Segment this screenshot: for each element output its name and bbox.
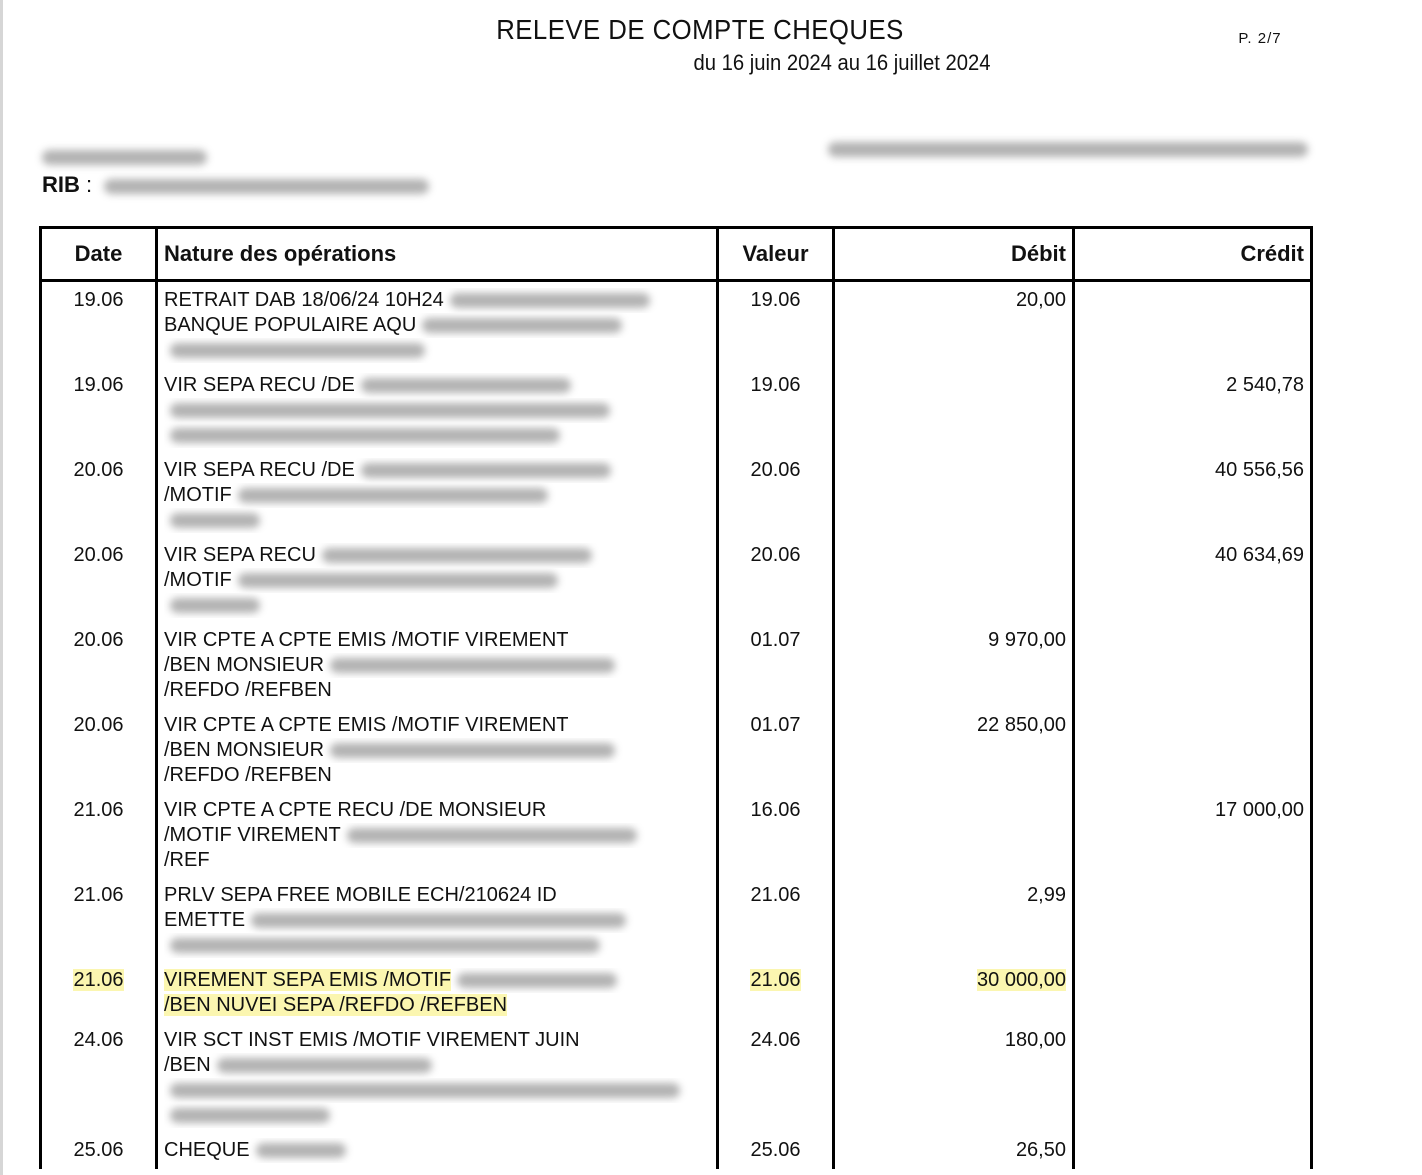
row-credit: 17 000,00 — [1074, 794, 1312, 879]
operation-text: /REF — [164, 849, 210, 871]
row-credit: 40 556,56 — [1074, 454, 1312, 539]
redacted-text — [170, 343, 425, 358]
redacted-text — [361, 463, 611, 478]
operation-line — [164, 483, 710, 508]
row-date: 21.06 — [41, 794, 157, 879]
redacted-holder-name — [828, 142, 1308, 157]
operation-line — [164, 543, 710, 568]
row-date: 19.06 — [41, 369, 157, 454]
row-debit: 26,50 — [834, 1134, 1074, 1169]
operation-text: /MOTIF — [164, 569, 232, 591]
table-row — [41, 1134, 1312, 1169]
row-credit — [1074, 709, 1312, 794]
row-date: 20.06 — [41, 454, 157, 539]
row-nature — [157, 539, 718, 624]
operation-text: CHEQUE — [164, 1139, 250, 1161]
redacted-text — [238, 573, 558, 588]
row-date: 19.06 — [41, 281, 157, 370]
row-valeur: 01.07 — [718, 624, 834, 709]
row-date: 24.06 — [41, 1024, 157, 1134]
row-debit: 180,00 — [834, 1024, 1074, 1134]
operation-text: /BEN MONSIEUR — [164, 654, 325, 676]
operation-line — [164, 628, 710, 653]
redacted-text — [170, 428, 560, 443]
row-credit — [1074, 624, 1312, 709]
operation-text: /BEN NUVEI SEPA /REFDO /REFBEN — [164, 994, 508, 1016]
operation-line — [164, 848, 710, 873]
row-date: 25.06 — [41, 1134, 157, 1169]
row-nature — [157, 1134, 718, 1169]
statement-title: RELEVE DE COMPTE CHEQUES — [496, 14, 904, 45]
redacted-text — [217, 1058, 432, 1073]
header-debit: Débit — [834, 228, 1074, 281]
row-valeur: 21.06 — [718, 964, 834, 1024]
operation-line — [164, 933, 710, 958]
table-header-row — [41, 228, 1312, 281]
operation-line — [164, 423, 710, 448]
row-nature — [157, 454, 718, 539]
redacted-text — [322, 548, 592, 563]
operation-text: VIR SCT INST EMIS /MOTIF VIREMENT JUIN — [164, 1029, 580, 1051]
row-credit — [1074, 964, 1312, 1024]
redacted-text — [170, 598, 260, 613]
operation-line — [164, 568, 710, 593]
row-nature — [157, 879, 718, 964]
redacted-city — [42, 150, 207, 165]
row-debit: 30 000,00 — [834, 964, 1074, 1024]
operation-line — [164, 653, 710, 678]
row-credit — [1074, 879, 1312, 964]
row-date: 21.06 — [41, 964, 157, 1024]
operation-line — [164, 968, 710, 993]
table-row — [41, 964, 1312, 1024]
rib-line — [42, 172, 429, 198]
rib-separator: : — [86, 172, 93, 197]
operation-line — [164, 508, 710, 533]
operation-line — [164, 713, 710, 738]
redacted-text — [170, 1108, 330, 1123]
row-valeur: 01.07 — [718, 709, 834, 794]
operation-line — [164, 593, 710, 618]
operation-text: VIR SEPA RECU /DE — [164, 374, 355, 396]
row-debit: 9 970,00 — [834, 624, 1074, 709]
redacted-text — [422, 318, 622, 333]
table-row — [41, 281, 1312, 370]
operation-line — [164, 823, 710, 848]
redacted-text — [450, 293, 650, 308]
row-debit: 2,99 — [834, 879, 1074, 964]
operation-text: RETRAIT DAB 18/06/24 10H24 — [164, 289, 444, 311]
operation-text: /MOTIF VIREMENT — [164, 824, 341, 846]
row-valeur: 20.06 — [718, 454, 834, 539]
page-edge — [0, 0, 3, 1175]
row-valeur: 21.06 — [718, 879, 834, 964]
row-valeur: 20.06 — [718, 539, 834, 624]
operation-line — [164, 738, 710, 763]
operation-line — [164, 1078, 710, 1103]
redacted-text — [361, 378, 571, 393]
row-nature — [157, 281, 718, 370]
redacted-text — [170, 513, 260, 528]
operation-line — [164, 288, 710, 313]
row-date: 20.06 — [41, 709, 157, 794]
header-valeur: Valeur — [718, 228, 834, 281]
row-nature — [157, 709, 718, 794]
redacted-text — [347, 828, 637, 843]
operation-text: /BEN MONSIEUR — [164, 739, 325, 761]
operation-text: EMETTE — [164, 909, 246, 931]
operation-text: /REFDO /REFBEN — [164, 764, 332, 786]
table-row — [41, 624, 1312, 709]
operation-line — [164, 373, 710, 398]
row-credit — [1074, 1024, 1312, 1134]
operation-line — [164, 993, 710, 1018]
redacted-text — [238, 488, 548, 503]
table-row — [41, 369, 1312, 454]
row-valeur: 16.06 — [718, 794, 834, 879]
statement-period: du 16 juin 2024 au 16 juillet 2024 — [693, 50, 991, 75]
operation-text: BANQUE POPULAIRE AQU — [164, 314, 417, 336]
redacted-text — [170, 1083, 680, 1098]
row-nature — [157, 964, 718, 1024]
operation-text: /BEN — [164, 1054, 211, 1076]
row-debit — [834, 794, 1074, 879]
operation-line — [164, 338, 710, 363]
operation-line — [164, 1028, 710, 1053]
operation-line — [164, 1138, 710, 1163]
row-debit: 22 850,00 — [834, 709, 1074, 794]
row-debit: 20,00 — [834, 281, 1074, 370]
rib-label: RIB — [42, 172, 80, 197]
operation-line — [164, 883, 710, 908]
row-debit — [834, 369, 1074, 454]
operation-text: VIR SEPA RECU /DE — [164, 459, 355, 481]
row-nature — [157, 624, 718, 709]
header-date: Date — [41, 228, 157, 281]
redacted-text — [330, 658, 615, 673]
row-valeur: 19.06 — [718, 281, 834, 370]
operation-line — [164, 313, 710, 338]
operation-text: VIR CPTE A CPTE EMIS /MOTIF VIREMENT — [164, 629, 569, 651]
header-nature: Nature des opérations — [157, 228, 718, 281]
operation-text: /REFDO /REFBEN — [164, 679, 332, 701]
operation-text: VIR CPTE A CPTE RECU /DE MONSIEUR — [164, 799, 547, 821]
operation-line — [164, 798, 710, 823]
row-nature — [157, 1024, 718, 1134]
operation-line — [164, 458, 710, 483]
table-row — [41, 879, 1312, 964]
redacted-text — [457, 973, 617, 988]
row-debit — [834, 454, 1074, 539]
operation-line — [164, 678, 710, 703]
table-row — [41, 1024, 1312, 1134]
row-date: 20.06 — [41, 624, 157, 709]
operation-line — [164, 1053, 710, 1078]
operation-text: /MOTIF — [164, 484, 232, 506]
table-row — [41, 454, 1312, 539]
row-debit — [834, 539, 1074, 624]
table-row — [41, 539, 1312, 624]
operations-table — [39, 226, 1313, 1169]
redacted-text — [170, 938, 600, 953]
row-date: 21.06 — [41, 879, 157, 964]
row-credit — [1074, 1134, 1312, 1169]
table-row — [41, 794, 1312, 879]
row-valeur: 19.06 — [718, 369, 834, 454]
row-nature — [157, 794, 718, 879]
operation-text: VIR SEPA RECU — [164, 544, 316, 566]
table-row — [41, 709, 1312, 794]
operation-line — [164, 908, 710, 933]
operation-line — [164, 1103, 710, 1128]
row-valeur: 24.06 — [718, 1024, 834, 1134]
redacted-rib-number — [104, 179, 429, 194]
operation-text: VIREMENT SEPA EMIS /MOTIF — [164, 969, 452, 991]
row-nature — [157, 369, 718, 454]
redacted-text — [170, 403, 610, 418]
row-date: 20.06 — [41, 539, 157, 624]
redacted-text — [251, 913, 626, 928]
operation-line — [164, 763, 710, 788]
redacted-text — [256, 1143, 346, 1158]
row-valeur: 25.06 — [718, 1134, 834, 1169]
operation-text: VIR CPTE A CPTE EMIS /MOTIF VIREMENT — [164, 714, 569, 736]
row-credit — [1074, 281, 1312, 370]
row-credit: 2 540,78 — [1074, 369, 1312, 454]
page-number: P. 2/7 — [1238, 30, 1282, 47]
operation-text: PRLV SEPA FREE MOBILE ECH/210624 ID — [164, 884, 557, 906]
row-credit: 40 634,69 — [1074, 539, 1312, 624]
operation-line — [164, 398, 710, 423]
redacted-text — [330, 743, 615, 758]
header-credit: Crédit — [1074, 228, 1312, 281]
